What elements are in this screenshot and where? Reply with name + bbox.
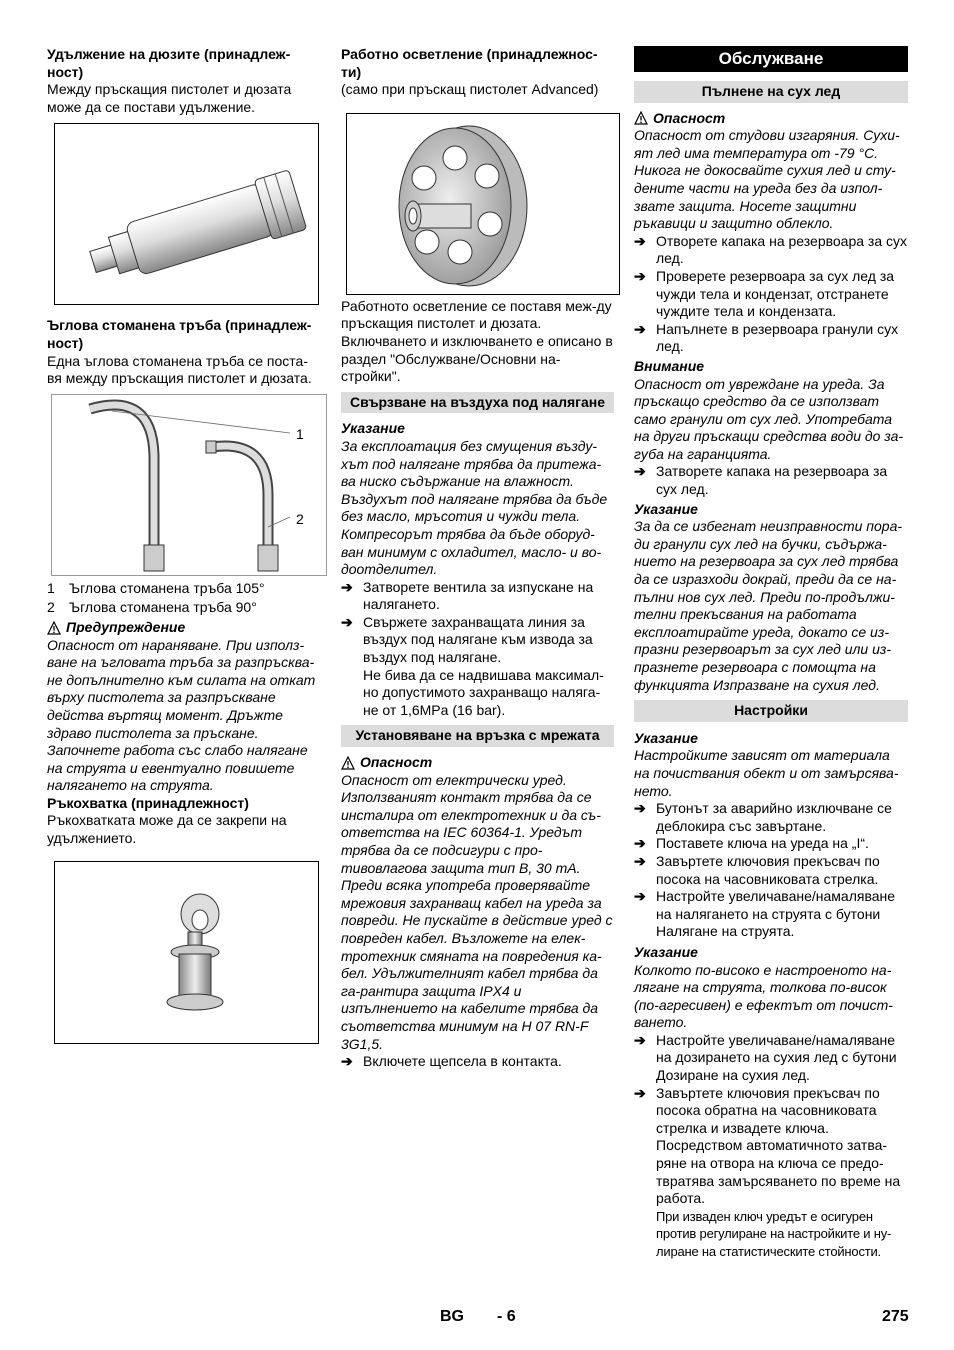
work-light-text: Работното осветление се поставя меж-ду пръскащия пистолет и дюзата. Включването и изключването е описано в раздел "Обслужване/Основни на-стройки". [341,297,613,385]
step-text: Включете щепсела в контакта. [363,1053,562,1070]
warning-triangle-icon [341,756,355,770]
warning-heading-label: Предупреждение [66,618,186,635]
legend-text: Ъглова стоманена тръба 90° [69,599,257,616]
arrow-icon: ➔ [634,463,646,480]
work-light-drawing [347,114,619,294]
note-heading: Указание [634,729,698,746]
warning-text: Опасност от нараняване. При използ-ване на ъгловата тръба за разпръсква-не допълнително към силата на откат върху пистолета за разпръскване действа въртящ момент. Дръжте здраво пистолета за пръскане. Започнете работа със слабо налягане на струята и евентуално повишете налягането на струята. [47,636,316,794]
work-light-figure [346,113,620,295]
nozzle-extension-drawing [55,124,318,304]
settings-note-2-text: Колкото по-високо е настроеното на-лягане на струята, толкова по-висок (по-агресивен) е ефектът от почист-ването. [634,961,893,1031]
handle-figure [54,861,319,1044]
mains-connection-bar: Установяване на връзка с мрежата [341,725,614,747]
angle-pipe-title: Ъглова стоманена тръба (принадлеж-ност) [47,317,312,351]
air-max-pressure-text: Не бива да се надвишава максимал-но допустимото захранващо наляга-не от 1,6MPa (16 bar). [363,666,604,718]
arrow-icon: ➔ [634,1031,646,1048]
column-2 [341,46,614,1071]
step [634,853,908,888]
arrow-icon: ➔ [634,835,646,852]
footer-page-number: 275 [882,1308,909,1325]
compressed-air-bar: Свързване на въздуха под налягане [341,392,614,414]
handle-title: Ръкохватка (принадлежност) [47,794,249,811]
legend-item [47,599,320,617]
step-text: Затворете вентила за изпускане на налягането. [363,578,594,613]
nozzle-extension-text: Между пръскащия пистолет и дюзата може да се постави удължение. [47,81,292,115]
note-heading: Указание [634,500,698,517]
dry-ice-danger-text: Опасност от студови изгаряния. Сухи-ят лед има температура от -79 °C. Никога не докосвайте сухия лед и сту-дените части на уреда без да изпол-звате защита. Носете защитни ръкавици и защитно облекло. [634,127,900,232]
warning-heading [47,619,320,637]
step [634,268,908,321]
dry-ice-bar: Пълнене на сух лед [634,81,908,103]
nozzle-extension-figure [54,123,319,305]
step [634,888,908,941]
key-auto-close-text: Посредством автоматичното затва-ряне на отвора на ключа се предо-твратява замърсяването по време на работа. [656,1137,901,1207]
callout-1: 1 [296,425,304,442]
step [634,233,908,268]
note-heading: Указание [634,943,698,960]
arrow-icon: ➔ [634,888,646,905]
arrow-icon: ➔ [634,800,646,817]
handle-text: Ръкохватката може да се закрепи на удължението. [47,812,287,847]
step [341,1053,614,1071]
settings-bar: Настройки [634,700,908,722]
step-text: Завъртете ключовия прекъсвач по посока обратна на часовниковата стрелка и извадете ключа. [656,1084,880,1136]
step-text: Напълнете в резервоара гранули сух лед. [656,320,899,355]
arrow-icon: ➔ [634,1084,646,1101]
step-text: Завъртете ключовия прекъсвач по посока на часовниковата стрелка. [656,852,880,887]
step [634,321,908,356]
arrow-icon: ➔ [634,232,646,249]
footer-section-page: - 6 [497,1308,516,1325]
warning-triangle-icon [47,621,61,635]
arrow-icon: ➔ [634,267,646,284]
work-light-title: Работно осветление (принадлежнос-ти) [341,46,598,80]
dry-ice-note-text: За да се избегнат неизправности пора-ди гранули сух лед на бучки, съдържа-нието на резервоара за сух лед трябва да се изразходи докрай, преди да се на-пълни нов сух лед. Преди по-продължи-телни прекъсвания на работата експлоатирайте уреда, докато се из-празни резервоарът за сух лед или из-празнете резервоара с помощта на функцията Изпразване на сухия лед. [634,518,903,693]
legend-text: Ъглова стоманена тръба 105° [69,579,265,596]
step [634,463,908,498]
callout-2: 2 [296,510,304,527]
step [634,835,908,853]
step-text: Настройте увеличаване/намаляване на налягането на струята с бутони Налягане на струята. [656,888,896,940]
step-text: Проверете резервоара за сух лед за чужди тела и кондензат, отстранете чуждите тела и кондензата. [656,267,895,320]
handle-drawing [55,862,318,1043]
angle-pipe-drawing [52,395,326,575]
arrow-icon: ➔ [341,578,353,595]
step [341,614,614,667]
work-light-subtitle: (само при пръскащ пистолет Advanced) [341,81,599,98]
step [634,1085,908,1138]
danger-heading [634,110,908,128]
nozzle-extension-title: Удължение на дюзите (принадлеж-ност) [47,46,291,80]
danger-heading-label: Опасност [653,109,726,126]
danger-heading-label: Опасност [360,754,433,771]
key-removed-text: При изваден ключ уредът е осигурен против регулиране на настройките и ну-лиране на статистическите стойности. [656,1208,892,1259]
settings-note-text: Настройките зависят от материала на почиствания обект и от замърсява-нето. [634,747,899,799]
angle-pipe-text: Една ъглова стоманена тръба се поста-вя между пръскащия пистолет и дюзата. [47,352,312,387]
arrow-icon: ➔ [634,852,646,869]
caution-heading: Внимание [634,357,705,374]
legend-number: 2 [47,599,55,616]
arrow-icon: ➔ [341,613,353,630]
footer-language: BG [440,1308,464,1325]
column-1 [47,46,320,1044]
column-3 [634,46,908,1260]
air-note-heading: Указание [341,420,405,437]
step-text: Бутонът за аварийно изключване се деблокира със завъртане. [656,800,892,834]
arrow-icon: ➔ [341,1053,353,1070]
step-text: Поставете ключа на уреда на „I“. [656,835,869,852]
step-text: Затворете капака на резервоара за сух лед. [656,463,888,498]
warning-triangle-icon [634,111,648,125]
legend-item [47,580,320,598]
step-text: Настройте увеличаване/намаляване на дозирането на сухия лед с бутони Дозиране на сухия лед. [656,1031,897,1084]
step [634,800,908,835]
section-title: Обслужване [634,46,908,72]
air-note-text: За експлоатация без смущения възду-хът под налягане трябва да притежа-ва ниско съдържание на влажност. Въздухът под налягане трябва да бъде без масло, мръсотия и чужди тела. Компресорът трябва да бъде оборуд-ван минимум с охладител, масло- и во-доотделител. [341,437,608,578]
mains-danger-text: Опасност от електрически уред. Използваният контакт трябва да се инсталира от електротехник и да съ-ответства на IEC 60364-1. Уредът трябва да се подсигури с про-тивовлагова защита тип B, 30 mA. Преди всяка употреба проверявайте мрежовия захранващ кабел на уреда за повреди. Не пускайте в действие уред с повреден кабел. Възложете на елек-тротехник смяната на повредения ка-бел. Удължителният кабел трябва да га-рантира защита IPX4 и изпълнението на кабелите трябва да съответства минимум на H 07 RN-F 3G1,5. [341,771,613,1052]
arrow-icon: ➔ [634,320,646,337]
step-text: Свържете захранващата линия за въздух под налягане към извода за въздух под налягане. [363,613,593,666]
step [634,1032,908,1085]
danger-heading [341,754,614,772]
caution-text: Опасност от увреждане на уреда. За пръскащо средство да се използват само гранули от сух лед. Употребата на други пръскащи средства води до за-губа на гаранцията. [634,375,904,462]
legend-number: 1 [47,579,55,596]
step [341,579,614,614]
step-text: Отворете капака на резервоара за сух лед. [656,232,908,267]
angle-pipe-figure [51,394,327,576]
